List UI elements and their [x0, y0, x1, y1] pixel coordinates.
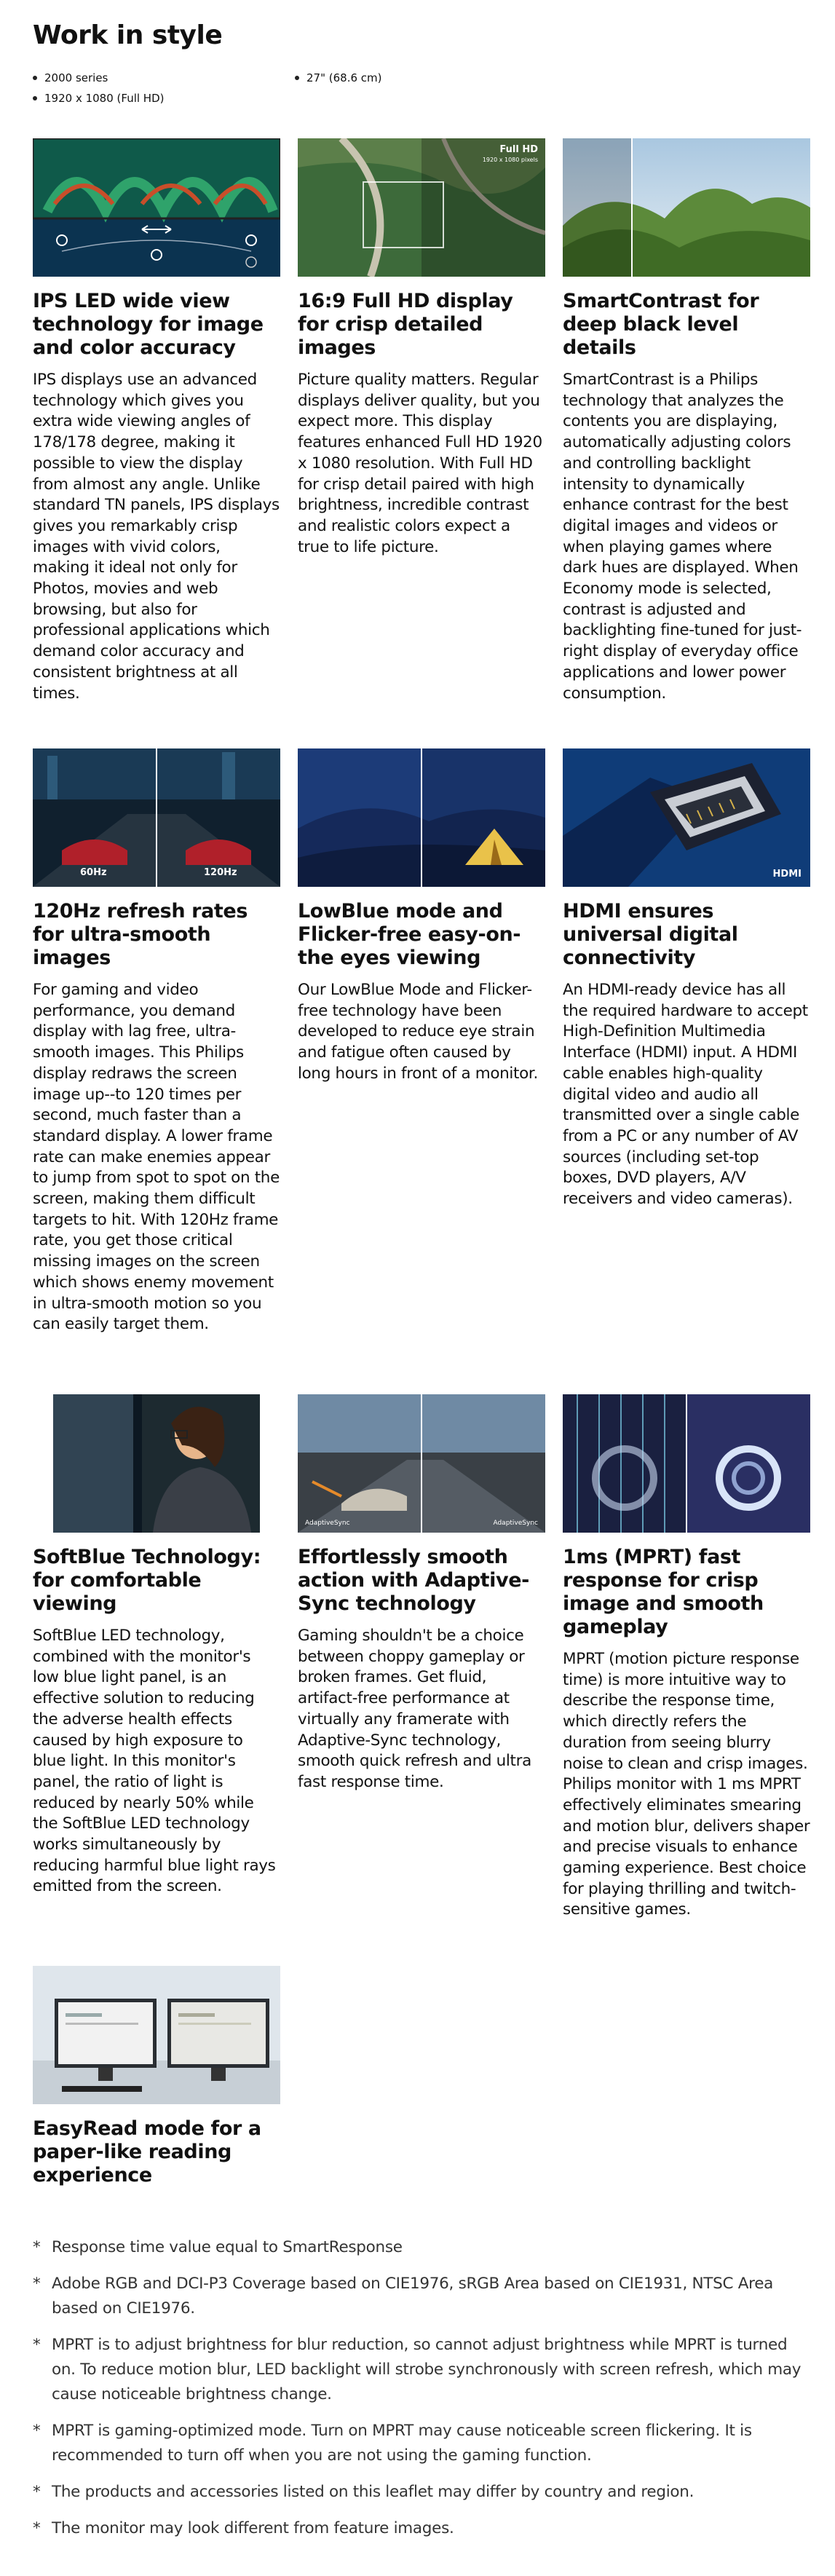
feature-mprt: [563, 1394, 810, 1921]
footnote-text: Adobe RGB and DCI-P3 Coverage based on CIE1976, sRGB Area based on CIE1931, NTSC Area based on CIE1976.: [52, 2275, 774, 2318]
feature-title: Effortlessly smooth action with Adaptive-Sync technology: [298, 1546, 529, 1615]
feature-title: EasyRead mode for a paper-like reading experience: [33, 2117, 261, 2186]
footnote-item: [33, 2333, 804, 2407]
hz60-label: 60Hz: [80, 867, 107, 878]
ips-wide-view-image: [33, 138, 280, 277]
adaptivesync-racing-image: [298, 1394, 545, 1533]
fullhd-sublabel: 1920 x 1080 pixels: [482, 157, 538, 163]
footnote-marker: *: [33, 2483, 41, 2501]
feature-title: HDMI ensures universal digital connectivity: [563, 900, 738, 969]
footnote-marker: *: [33, 2238, 41, 2256]
bullet-icon: [33, 96, 37, 100]
footnote-text: MPRT is gaming-optimized mode. Turn on MPRT may cause noticeable screen flickering. It is recommended to turn off when you are not using the gaming function.: [52, 2422, 752, 2465]
footnote-item: [33, 2419, 804, 2468]
fullhd-aerial-image: [298, 138, 545, 277]
feature-120hz: [33, 748, 280, 1335]
footnote-marker: *: [33, 2336, 41, 2354]
feature-softblue: [33, 1394, 280, 1897]
page-title: Work in style: [33, 20, 223, 50]
easyread-monitors-image: [33, 1966, 280, 2104]
bullet-icon: [295, 76, 299, 80]
feature-title: IPS LED wide view technology for image and color accuracy: [33, 290, 264, 359]
feature-fullhd: [298, 138, 545, 558]
spec-list: [33, 71, 804, 105]
feature-title: 120Hz refresh rates for ultra-smooth images: [33, 900, 248, 969]
feature-adaptivesync: [298, 1394, 545, 1793]
hdmi-cable-image: [563, 748, 810, 887]
bullet-icon: [33, 76, 37, 80]
feature-body: Our LowBlue Mode and Flicker-free technology have been developed to reduce eye strain and fatigue often caused by long hours in front of a monitor.: [298, 981, 538, 1083]
feature-title: SmartContrast for deep black level details: [563, 290, 759, 359]
footnote-marker: *: [33, 2519, 41, 2537]
footnote-text: MPRT is to adjust brightness for blur reduction, so cannot adjust brightness while MPRT is turned on. To reduce motion blur, LED backlight will strobe synchronously with screen refresh, which may cause noticeable brightness change.: [52, 2336, 802, 2403]
footnote-item: [33, 2272, 804, 2321]
footnote-text: The monitor may look different from feature images.: [52, 2519, 454, 2537]
footnote-text: Response time value equal to SmartResponse: [52, 2238, 403, 2256]
footnote-item: [33, 2235, 804, 2260]
feature-body: For gaming and video performance, you demand display with lag free, ultra-smooth images. This Philips display redraws the screen image up--to 120 times per second, much faster than a standard display. A lower frame rate can make enemies appear to jump from spot to spot on the screen, making them difficult targets to hit. With 120Hz frame rate, you get those critical missing images on the screen which shows enemy movement in ultra-smooth motion so you can easily target them.: [33, 981, 280, 1334]
hdmi-label: HDMI: [772, 869, 802, 880]
mprt-motion-image: [563, 1394, 810, 1533]
feature-ips: [33, 138, 280, 704]
footnote-marker: *: [33, 2422, 41, 2440]
feature-hdmi: [563, 748, 810, 1210]
feature-body: An HDMI-ready device has all the required hardware to accept High-Definition Multimedia Interface (HDMI) input. A HDMI cable enables high-quality digital video and audio all transmitted over a single cable from a PC or any number of AV sources (including set-top boxes, DVD players, A/V receivers and video cameras).: [563, 981, 808, 1209]
fullhd-label: Full HD: [499, 144, 538, 155]
feature-title: LowBlue mode and Flicker-free easy-on-the eyes viewing: [298, 900, 521, 969]
feature-title: 16:9 Full HD display for crisp detailed images: [298, 290, 513, 359]
refresh-rate-car-image: [33, 748, 280, 887]
adaptivesync-right-label: AdaptiveSync: [493, 1520, 538, 1527]
footnote-list: [33, 2235, 804, 2553]
footnote-item: [33, 2516, 804, 2541]
feature-body: Gaming shouldn't be a choice between choppy gameplay or broken frames. Get fluid, artifact-free performance at virtually any framerate with Adaptive-Sync technology, smooth quick refresh and ultra fast response time.: [298, 1627, 531, 1791]
feature-smartcontrast: [563, 138, 810, 704]
spec-item: [295, 71, 557, 84]
spec-item: [33, 92, 295, 105]
feature-easyread: [33, 1966, 280, 2187]
feature-body: MPRT (motion picture response time) is more intuitive way to describe the response time, which directly refers the duration from seeing blurry noise to clean and crisp images. Philips monitor with 1 ms MPRT effectively eliminates smearing and motion blur, delivers shaper and precise visuals to enhance gaming experience. Best choice for playing thrilling and twitch-sensitive games.: [563, 1650, 810, 1919]
feature-body: Picture quality matters. Regular displays deliver quality, but you expect more. This display features enhanced Full HD 1920 x 1080 resolution. With Full HD for crisp detail paired with high brightness, incredible contrast and realistic colors expect a true to life picture.: [298, 371, 542, 556]
spec-resolution: 1920 x 1080 (Full HD): [44, 92, 165, 105]
spec-size: 27" (68.6 cm): [306, 71, 382, 84]
hz120-label: 120Hz: [204, 867, 237, 878]
adaptivesync-left-label: AdaptiveSync: [305, 1520, 350, 1527]
feature-lowblue: [298, 748, 545, 1085]
spec-item: [33, 71, 295, 84]
footnote-text: The products and accessories listed on this leaflet may differ by country and region.: [52, 2483, 694, 2501]
feature-body: IPS displays use an advanced technology which gives you extra wide viewing angles of 178/178 degree, making it possible to view the display from almost any angle. Unlike standard TN panels, IPS displays gives you remarkably crisp images with vivid colors, making it ideal not only for Photos, movies and web browsing, but also for professional applications which demand color accuracy and consistent brightness at all times.: [33, 371, 280, 703]
feature-title: SoftBlue Technology: for comfortable viewing: [33, 1546, 261, 1615]
footnote-item: [33, 2480, 804, 2505]
softblue-user-image: [33, 1394, 280, 1533]
footnote-marker: *: [33, 2275, 41, 2293]
feature-body: SmartContrast is a Philips technology that analyzes the contents you are displaying, automatically adjusting colors and controlling backlight intensity to dynamically enhance contrast for the best digital images and videos or when playing games where dark hues are displayed. When Economy mode is selected, contrast is adjusted and backlighting fine-tuned for just-right display of everyday office applications and lower power consumption.: [563, 371, 802, 703]
feature-body: SoftBlue LED technology, combined with the monitor's low blue light panel, is an effective solution to reducing the adverse health effects caused by high exposure to blue light. In this monitor's panel, the ratio of light is reduced by nearly 50% while the SoftBlue LED technology works simultaneously by reducing harmful blue light rays emitted from the screen.: [33, 1627, 276, 1896]
spec-series: 2000 series: [44, 71, 108, 84]
feature-title: 1ms (MPRT) fast response for crisp image and smooth gameplay: [563, 1546, 764, 1638]
smartcontrast-landscape-image: [563, 138, 810, 277]
lowblue-tent-image: [298, 748, 545, 887]
